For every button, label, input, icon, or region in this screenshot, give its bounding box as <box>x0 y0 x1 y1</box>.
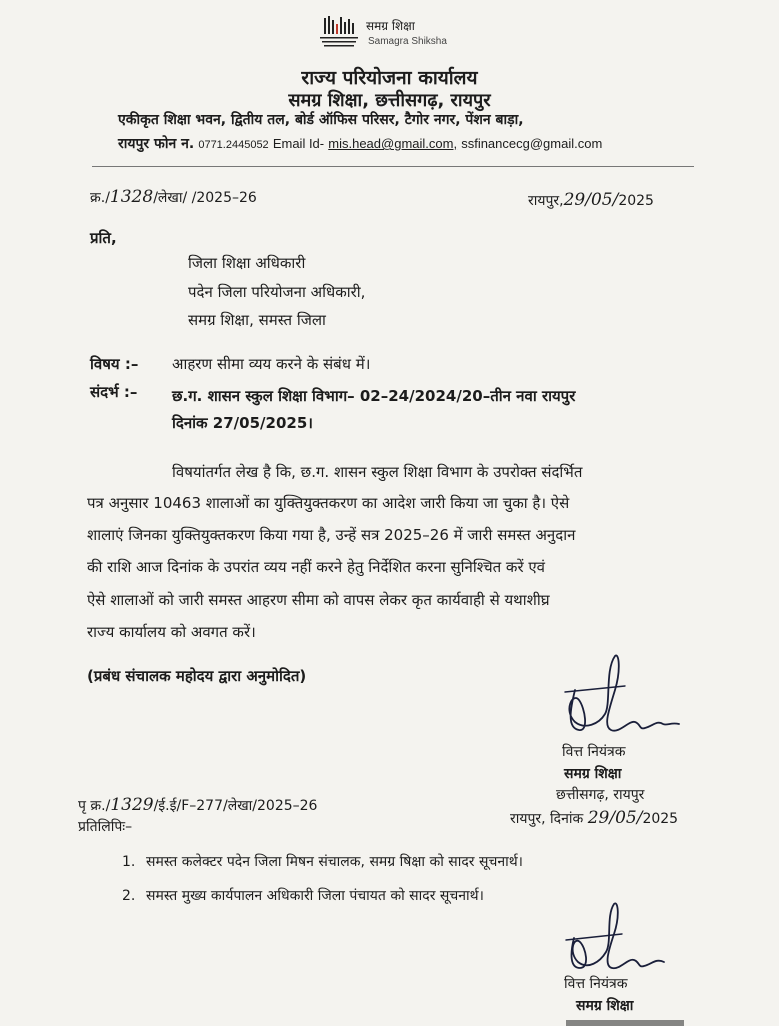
body-line: ऐसे शालाओं को जारी समस्त आहरण सीमा को वापस लेकर कृत कार्यवाही से यथाशीघ्र <box>87 591 550 609</box>
signatory-org: समग्र शिक्षा <box>564 766 622 782</box>
recipient-line-3: समग्र शिक्षा, समस्त जिला <box>188 311 326 329</box>
copy-number: 1. <box>122 854 136 870</box>
ref-suffix: /लेखा/ /2025–26 <box>153 190 257 206</box>
body-line: राज्य कार्यालय को अवगत करें। <box>87 623 256 641</box>
ref-prefix: क्र./ <box>90 190 110 206</box>
ref-number-handwritten: 1328 <box>109 187 154 207</box>
body-line: पत्र अनुसार 10463 शालाओं का युक्तियुक्तकरण का आदेश जारी किया जा चुका है। ऐसे <box>87 494 570 512</box>
date-handwritten: 29/05/ <box>563 190 619 210</box>
signatory-place: छत्तीसगढ़, रायपुर <box>556 787 645 803</box>
letter-reference <box>90 187 257 207</box>
org-title: समग्र शिक्षा, छत्तीसगढ़, रायपुर <box>288 90 491 111</box>
office-address: एकीकृत शिक्षा भवन, द्वितीय तल, बोर्ड ऑफिस परिसर, टैगोर नगर, पेंशन बाड़ा, <box>118 112 524 128</box>
copy-text: समस्त मुख्य कार्यपालन अधिकारी जिला पंचायत को सादर सूचनार्थ। <box>146 888 484 904</box>
signature-icon <box>560 902 670 977</box>
sandarbh-line-1: छ.ग. शासन स्कुल शिक्षा विभाग– 02–24/2024/20–तीन नवा रायपुर <box>172 387 576 405</box>
email-finance: ssfinancecg@gmail.com <box>461 136 603 151</box>
logo-hindi-text: समग्र शिक्षा <box>366 19 415 33</box>
phone-number: 0771.2445052 <box>198 139 269 151</box>
subject-text: आहरण सीमा व्यय करने के संबंध में। <box>172 355 371 373</box>
signatory-date-handwritten: 29/05/ <box>587 808 643 828</box>
signatory-date-prefix: रायपुर, दिनांक <box>510 811 584 827</box>
recipient-line-1: जिला शिक्षा अधिकारी <box>188 254 306 272</box>
logo-mark-icon <box>318 14 360 52</box>
recipient-line-2: पदेन जिला परियोजना अधिकारी, <box>188 283 366 301</box>
copy-text: समस्त कलेक्टर पदेन जिला मिषन संचालक, समग्र षिक्षा को सादर सूचनार्थ। <box>146 854 523 870</box>
signatory-title: वित्त नियंत्रक <box>564 976 628 992</box>
letter-date <box>528 190 654 210</box>
signatory-title: वित्त नियंत्रक <box>562 744 626 760</box>
copy-to-label: प्रतिलिपिः– <box>78 819 133 835</box>
endorsement-prefix: पृ क्र./ <box>78 798 111 814</box>
office-title: राज्य परियोजना कार्यालय <box>301 67 478 89</box>
date-year: 2025 <box>618 193 654 209</box>
body-line: की राशि आज दिनांक के उपरांत व्यय नहीं करने हेतु निर्देशित करना सुनिश्चित करें एवं <box>87 558 545 576</box>
header-divider <box>92 166 694 167</box>
cutoff-text-line <box>566 1018 686 1026</box>
signatory-org: समग्र शिक्षा <box>576 998 634 1014</box>
samagra-shiksha-logo <box>318 14 468 54</box>
sandarbh-label: संदर्भ :– <box>90 383 138 401</box>
copy-list-item <box>122 886 484 905</box>
signatory-date <box>510 808 678 828</box>
approval-note: (प्रबंध संचालक महोदय द्वारा अनुमोदित) <box>87 667 307 685</box>
email-link-mis[interactable]: mis.head@gmail.com, <box>328 136 458 151</box>
logo-english-text: Samagra Shiksha <box>368 36 447 47</box>
contact-line <box>118 134 602 153</box>
signature-icon <box>545 650 685 745</box>
prati-label: प्रति, <box>90 229 117 247</box>
copy-number: 2. <box>122 888 136 904</box>
phone-label: रायपुर फोन न. <box>118 136 195 152</box>
date-prefix: रायपुर, <box>528 193 564 209</box>
endorsement-number-handwritten: 1329 <box>110 795 154 815</box>
signatory-date-year: 2025 <box>642 811 679 827</box>
email-label: Email Id- <box>272 136 325 151</box>
copy-list-item <box>122 852 523 871</box>
endorsement-rest: /ई.ई/F–277/लेखा/2025–26 <box>153 798 318 814</box>
body-line: विषयांतर्गत लेख है कि, छ.ग. शासन स्कुल शिक्षा विभाग के उपरोक्त संदर्भित <box>172 463 583 481</box>
body-line: शालाएं जिनका युक्तियुक्तकरण किया गया है, उन्हें सत्र 2025–26 में जारी समस्त अनुदान <box>87 526 576 544</box>
subject-label: विषय :– <box>90 355 139 373</box>
sandarbh-line-2: दिनांक 27/05/2025। <box>172 414 313 432</box>
endorsement-reference <box>78 795 317 815</box>
